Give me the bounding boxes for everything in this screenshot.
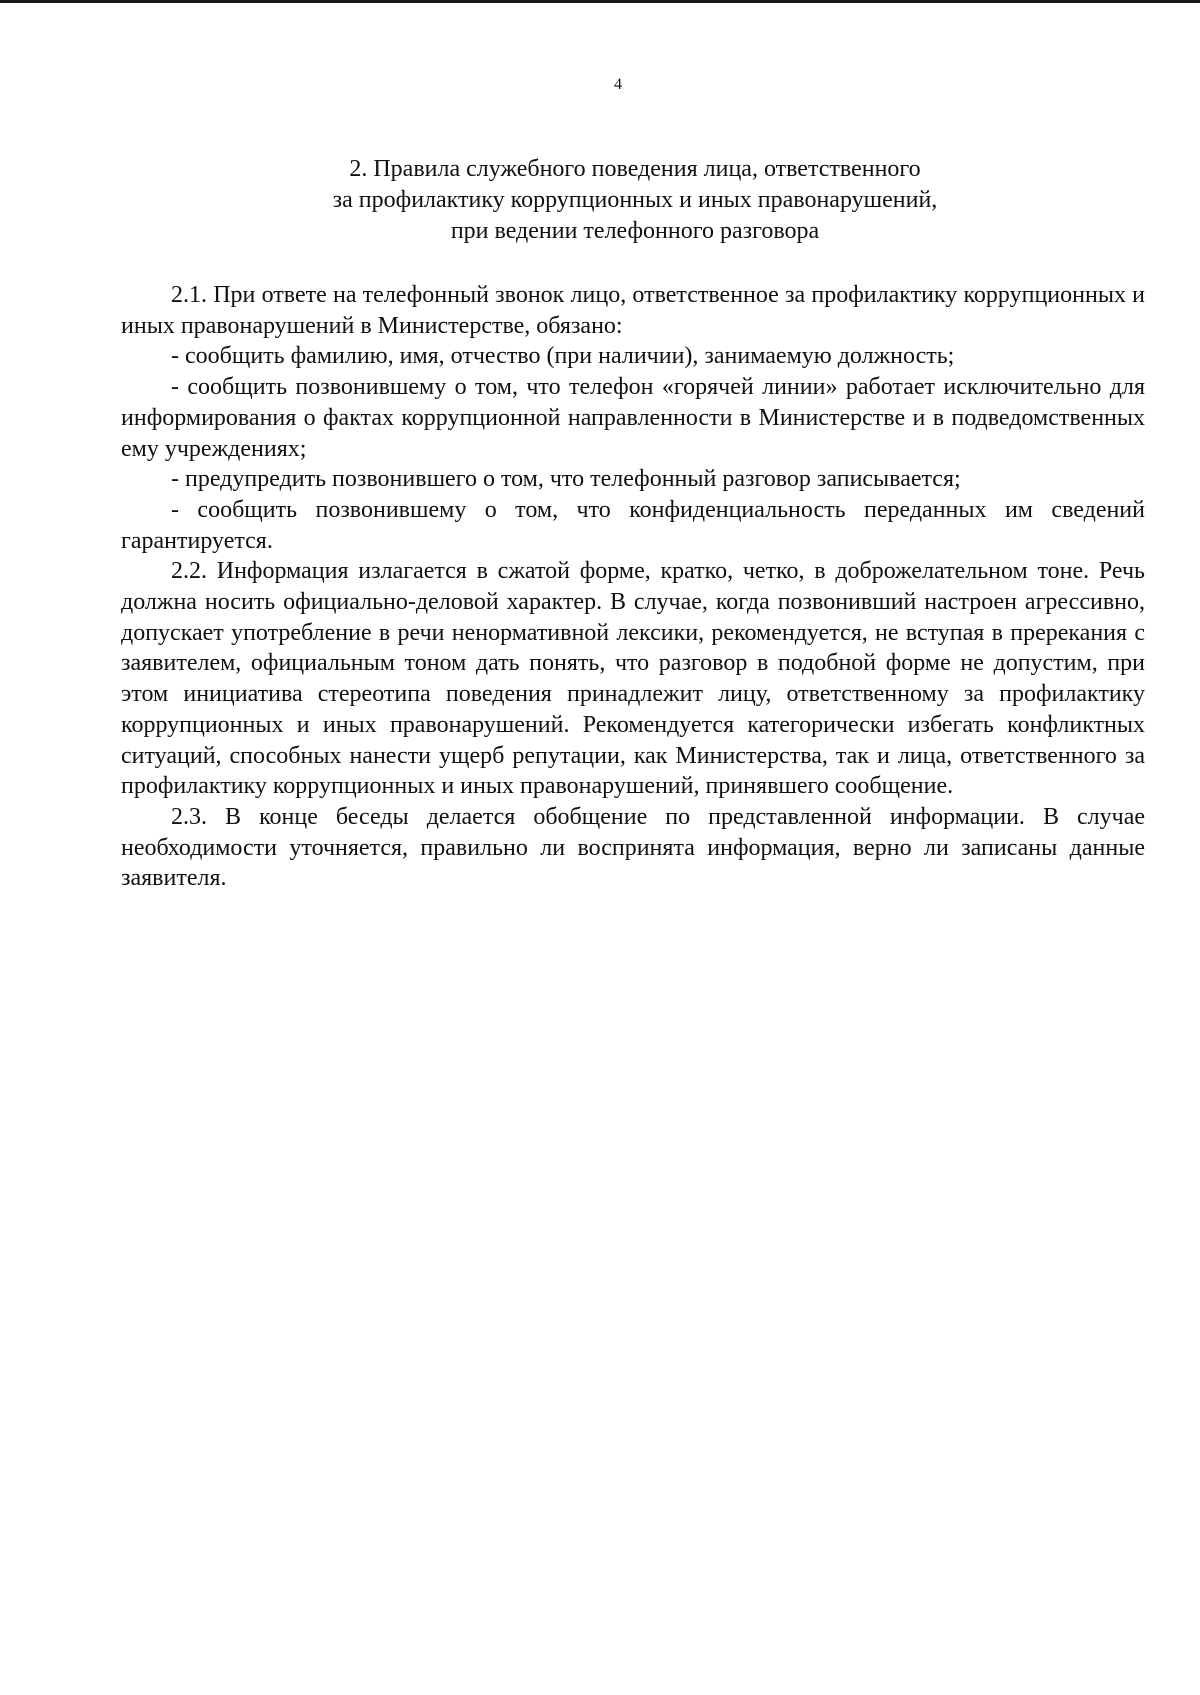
paragraph-2-2: 2.2. Информация излагается в сжатой форме, кратко, четко, в доброжелательном тоне. Речь должна носить официально-деловой характер. В случае, когда позвонивший настроен агрессивно, допускает употребление в речи ненормативной лексики, рекомендуется, не вступая в пререкания с заявителем, официальным тоном дать понять, что разговор в подобной форме не допустим, при этом инициатива стереотипа поведения принадлежит лицу, ответственному за профилактику коррупционных и иных правонарушений. Рекомендуется категорически избегать конфликтных ситуаций, способных нанести ущерб репутации, как Министерства, так и лица, ответственного за профилактику коррупционных и иных правонарушений, принявшего сообщение.	[121, 558, 1145, 800]
section-heading-line-1: 2. Правила служебного поведения лица, ответственного	[349, 156, 921, 182]
section-heading-line-3: при ведении телефонного разговора	[450, 218, 820, 244]
section-heading	[120, 154, 1150, 247]
section-body	[121, 280, 1145, 894]
paragraph-2-3: 2.3. В конце беседы делается обобщение по представленной информации. В случае необходимости уточняется, правильно ли воспринята информация, верно ли записаны данные заявителя.	[121, 803, 1145, 892]
page-number: 4	[614, 76, 622, 93]
section-heading-line-2: за профилактику коррупционных и иных правонарушений,	[332, 187, 938, 213]
scan-top-edge	[0, 0, 1200, 3]
list-item-confidentiality: - сообщить позвонившему о том, что конфиденциальность переданных им сведений гарантируется.	[121, 496, 1145, 554]
paragraph-2-1: 2.1. При ответе на телефонный звонок лицо, ответственное за профилактику коррупционных и иных правонарушений в Министерстве, обязано:	[121, 282, 1145, 339]
list-item-hotline-purpose: - сообщить позвонившему о том, что телефон «горячей линии» работает исключительно для информирования о фактах коррупционной направленности в Министерстве и в подведомственных ему учреждениях;	[121, 374, 1145, 462]
list-item-report-name: - сообщить фамилию, имя, отчество (при наличии), занимаемую должность;	[171, 343, 955, 370]
list-item-recording-warning: - предупредить позвонившего о том, что телефонный разговор записывается;	[171, 466, 961, 493]
